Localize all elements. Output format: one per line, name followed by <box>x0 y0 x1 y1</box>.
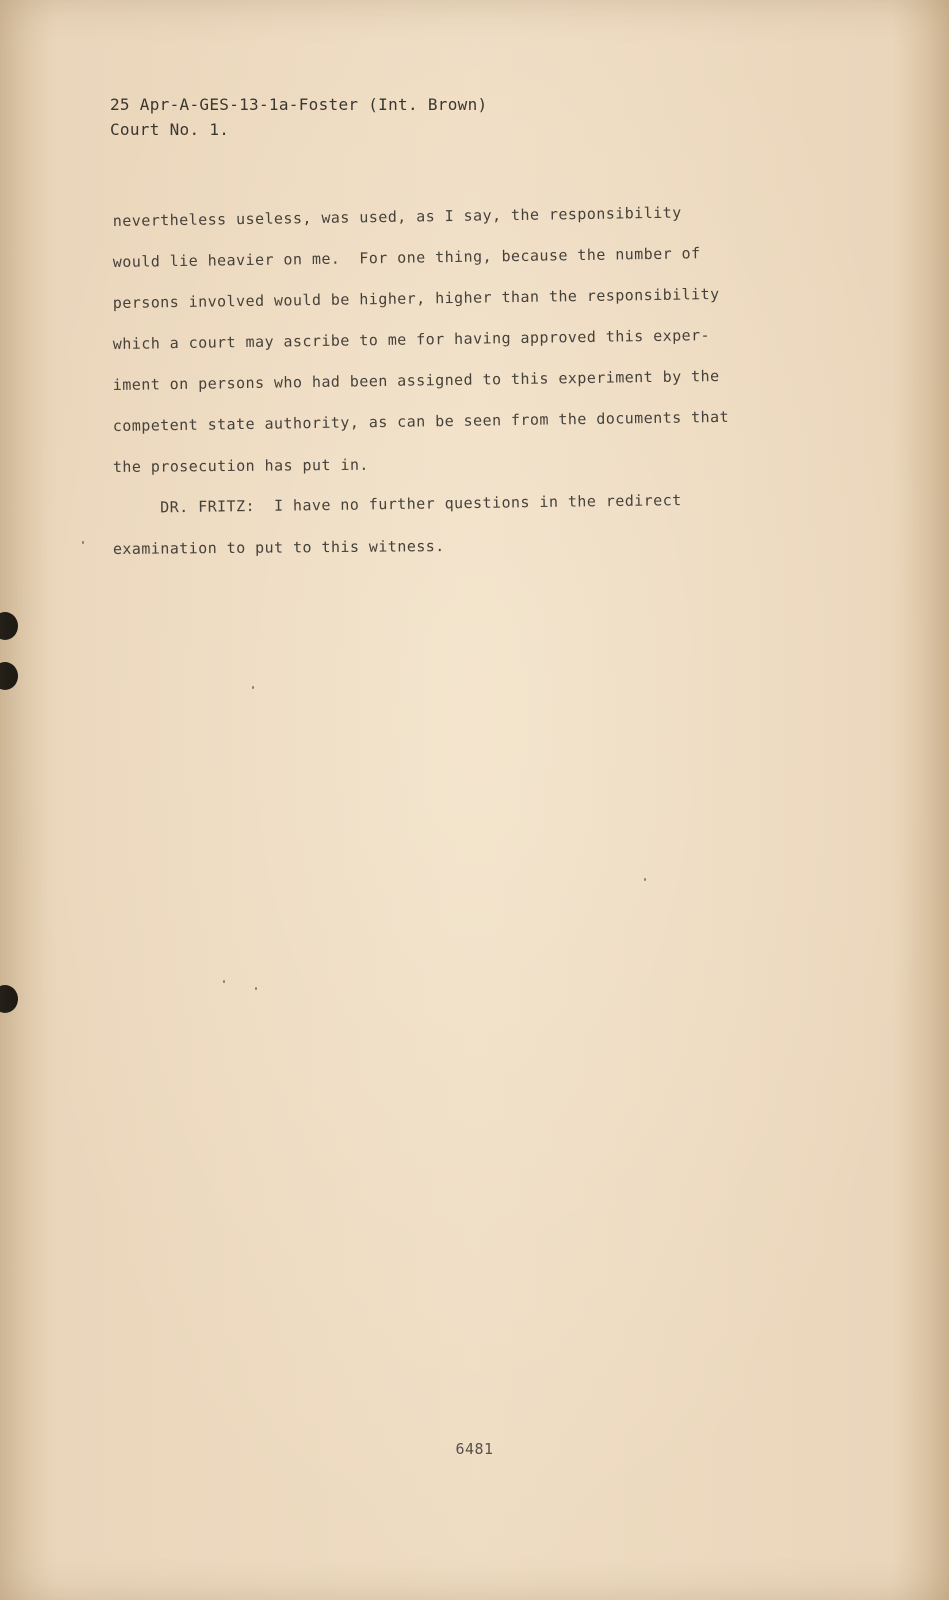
binder-punch-hole <box>0 985 18 1013</box>
binder-punch-hole <box>0 662 18 690</box>
transcript-line: iment on persons who had been assigned to this experiment by the <box>112 367 720 395</box>
paper-speck <box>255 987 257 990</box>
transcript-line: which a court may ascribe to me for having approved this exper- <box>112 326 711 354</box>
paper-speck <box>82 541 84 544</box>
header-reference-line: 25 Apr-A-GES-13-1a-Foster (Int. Brown) <box>110 95 488 114</box>
transcript-line: the prosecution has put in. <box>112 455 369 477</box>
paper-speck <box>223 980 225 983</box>
binder-punch-hole <box>0 612 18 640</box>
transcript-line: examination to put to this witness. <box>112 537 445 559</box>
paper-speck <box>252 686 254 689</box>
transcript-line: DR. FRITZ: I have no further questions in the redirect <box>112 491 682 518</box>
paper-speck <box>644 878 646 881</box>
transcript-line: would lie heavier on me. For one thing, because the number of <box>112 244 701 272</box>
transcript-line: competent state authority, as can be seen from the documents that <box>112 407 730 436</box>
transcript-line: nevertheless useless, was used, as I say, the responsibility <box>112 203 682 231</box>
header-court-line: Court No. 1. <box>110 120 230 139</box>
transcript-body <box>112 203 813 581</box>
transcript-line: persons involved would be higher, higher than the responsibility <box>112 285 720 313</box>
page-number: 6481 <box>455 1440 494 1458</box>
document-header <box>110 92 487 142</box>
